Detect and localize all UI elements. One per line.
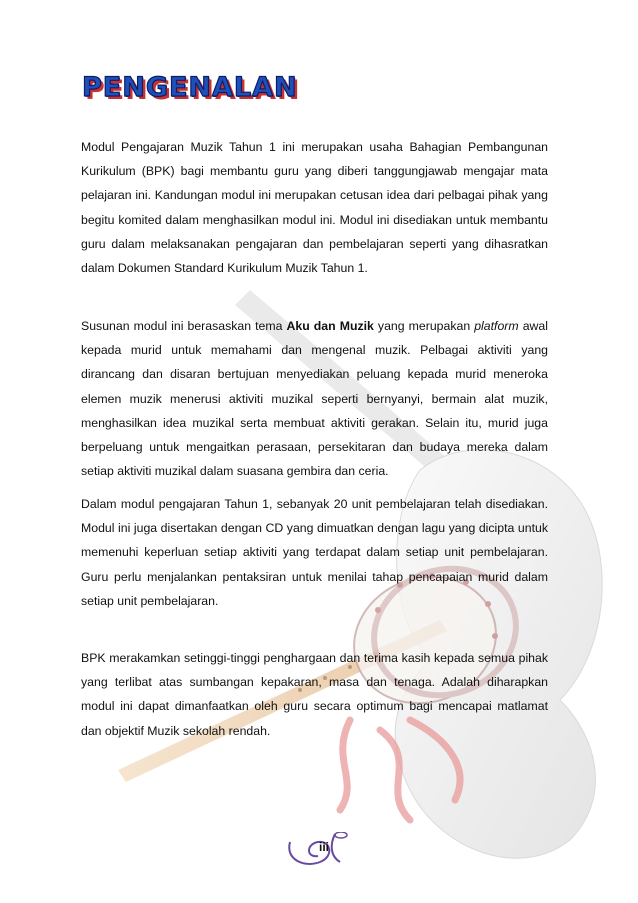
theme-name: Aku dan Muzik [286,319,374,333]
intro-paragraph-2 [81,314,548,483]
heading-banner [82,72,298,103]
intro-paragraph-4: BPK merakamkan setinggi-tinggi penghargaan dan terima kasih kepada semua pihak yang terlibat atas sumbangan kepakaran, masa dan tenaga. Adalah diharapkan modul ini dapat dimanfaatkan oleh guru secara optimum bagi mencapai matlamat dan objektif Muzik sekolah rendah. [81,651,548,738]
page-heading: PENGENALAN [82,72,298,103]
page-number: iii [319,840,330,854]
intro-paragraph-1: Modul Pengajaran Muzik Tahun 1 ini merupakan usaha Bahagian Pembangunan Kurikulum (BPK) bagi membantu guru yang diberi tanggungjawab mengajar mata pelajaran ini. Kandungan modul ini merupakan cetusan idea dari pelbagai pihak yang begitu komited dalam menghasilkan modul ini. Modul ini disediakan untuk membantu guru dalam melaksanakan pengajaran dan pembelajaran seperti yang dihasratkan dalam Dokumen Standard Kurikulum Muzik Tahun 1. [81,140,548,276]
paragraph-text: awal kepada murid untuk memahami dan mengenal muzik. Pelbagai aktiviti yang dirancang dan disaran bertujuan menyediakan peluang kepada murid meneroka elemen muzik menerusi aktiviti muzikal seperti bernyanyi, bermain alat muzik, menghasilkan idea muzikal serta membuat aktiviti gerakan. Selain itu, murid juga berpeluang untuk mengaitkan perasaan, persekitaran dan budaya mereka dalam setiap aktiviti muzikal dalam suasana gembira dan ceria. [81,319,548,479]
intro-paragraph-3: Dalam modul pengajaran Tahun 1, sebanyak 20 unit pembelajaran telah disediakan. Modul ini juga disertakan dengan CD yang dimuatkan dengan lagu yang dicipta untuk memenuhi keperluan setiap aktiviti yang terdapat dalam setiap unit pembelajaran. Guru perlu menjalankan pentaksiran untuk menilai tahap pencapaian murid dalam setiap unit pembelajaran. [81,497,548,608]
paragraph-text: yang merupakan [373,319,475,333]
platform-term: platform [474,319,519,333]
paragraph-text: Susunan modul ini berasaskan tema [81,319,287,333]
